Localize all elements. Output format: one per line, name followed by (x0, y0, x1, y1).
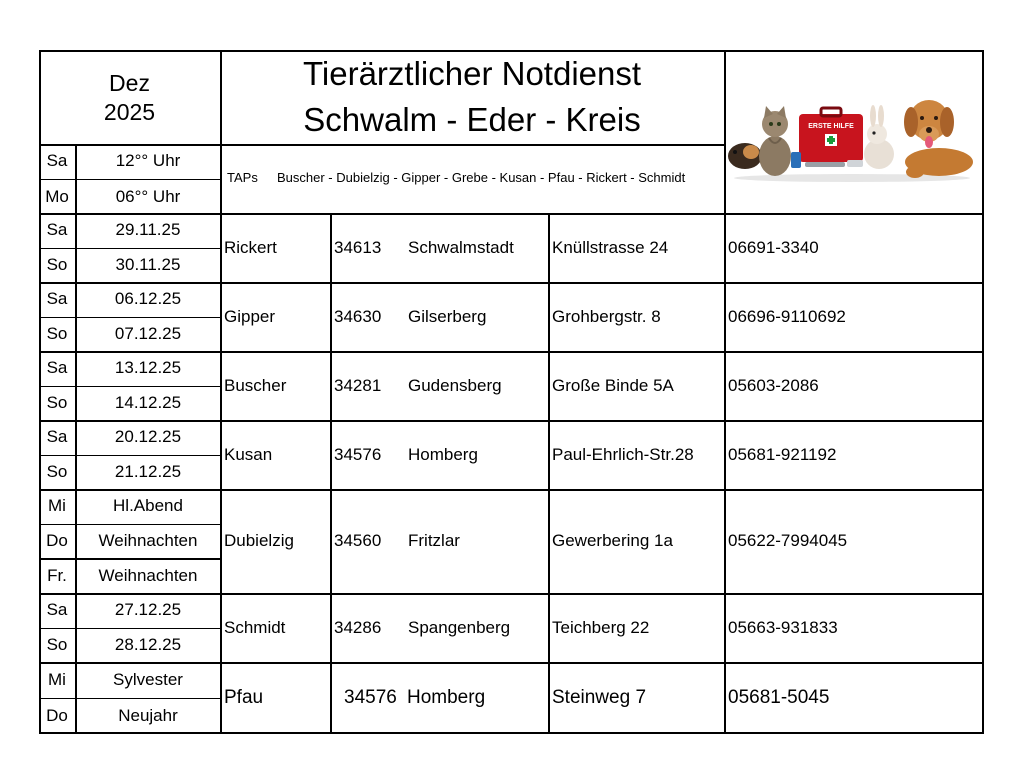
postal-code: 34576 (344, 687, 397, 708)
divider-hours (75, 179, 220, 180)
weekday-cell: Fr. (47, 565, 67, 585)
weekday-cell: So (46, 323, 68, 343)
city-name: Homberg (408, 444, 478, 464)
street-address: Steinweg 7 (552, 687, 647, 708)
street-address: Paul-Ehrlich-Str.28 (552, 444, 694, 464)
date-cell: Neujahr (118, 706, 178, 725)
weekday-cell: Sa (46, 427, 68, 447)
postal-code: 34630 (334, 306, 382, 326)
city-name: Fritzlar (408, 531, 460, 550)
postal-code: 34281 (334, 375, 382, 395)
weekday-cell: So (46, 254, 68, 274)
date-cell: Weihnachten (98, 565, 198, 585)
divider-month (220, 50, 222, 734)
vet-name: Schmidt (224, 617, 286, 637)
row-divider (39, 593, 984, 595)
weekday-cell: Sa (46, 358, 68, 378)
phone-number: 05663-931833 (728, 617, 838, 637)
weekday-cell: Do (46, 706, 68, 725)
street-address: Grohbergstr. 8 (552, 306, 661, 326)
city-name: Gilserberg (408, 306, 487, 326)
first-aid-kit-icon (791, 108, 863, 168)
weekday-cell: Sa (46, 600, 68, 620)
divider-image (724, 50, 726, 734)
divider-header (39, 144, 220, 146)
cat-icon (759, 106, 791, 176)
divider-hours-left (39, 179, 75, 180)
date-cell: 20.12.25 (114, 427, 182, 447)
postal-code: 34286 (334, 617, 382, 637)
divider-vet (330, 213, 332, 734)
taps-label: TAPs (227, 170, 258, 185)
date-cell: 21.12.25 (114, 461, 182, 481)
weekday-cell: So (46, 392, 68, 412)
vet-name: Dubielzig (224, 531, 294, 550)
day-divider (39, 317, 220, 318)
weekday-cell: So (46, 461, 68, 481)
weekday-cell: Sa (46, 220, 68, 240)
dog-icon (904, 100, 973, 178)
day-divider (39, 386, 220, 387)
row-divider (39, 489, 984, 491)
day-divider (39, 698, 220, 699)
date-cell: 29.11.25 (115, 220, 181, 240)
header-year: 2025 (103, 99, 156, 125)
hours-day-end: Mo (45, 187, 69, 206)
street-address: Große Binde 5A (552, 375, 674, 395)
date-cell: 28.12.25 (114, 634, 182, 654)
vet-name: Kusan (224, 444, 273, 464)
day-divider (39, 524, 220, 526)
day-divider (39, 248, 220, 249)
postal-code: 34576 (334, 444, 382, 464)
weekday-cell: Sa (46, 289, 68, 309)
page-title: Tierärztlicher Notdienst (302, 55, 642, 92)
phone-number: 05622-7994045 (728, 531, 848, 550)
date-cell: 07.12.25 (114, 323, 182, 343)
phone-number: 05681-921192 (728, 444, 837, 464)
weekday-cell: Mi (48, 670, 66, 689)
row-divider (39, 282, 984, 284)
divider-title (220, 144, 724, 146)
date-cell: 06.12.25 (114, 289, 182, 309)
divider-day-col (75, 144, 77, 734)
postal-code: 34613 (334, 237, 382, 257)
rabbit-icon (864, 105, 894, 169)
street-address: Knüllstrasse 24 (552, 237, 669, 257)
date-cell: Sylvester (113, 670, 183, 689)
city-name: Homberg (407, 687, 486, 708)
date-cell: 13.12.25 (114, 358, 182, 378)
divider-plz (548, 213, 550, 734)
notdienst-table (39, 50, 984, 734)
phone-number: 06696-9110692 (728, 306, 846, 326)
hours-time-start: 12°° Uhr (115, 151, 181, 170)
city-name: Spangenberg (408, 617, 511, 637)
pets-first-aid-illustration (727, 78, 977, 182)
hours-time-end: 06°° Uhr (115, 187, 181, 206)
date-cell: Hl.Abend (113, 496, 183, 516)
street-address: Gewerbering 1a (552, 531, 673, 550)
row-divider (39, 213, 984, 215)
phone-number: 05603-2086 (728, 375, 819, 395)
day-divider (39, 455, 220, 456)
vet-name: Pfau (224, 687, 264, 708)
street-address: Teichberg 22 (552, 617, 650, 637)
border-right (982, 50, 984, 734)
date-cell: 27.12.25 (114, 600, 182, 620)
border-left (39, 50, 41, 734)
phone-number: 05681-5045 (728, 687, 830, 708)
weekday-cell: Mi (48, 496, 66, 516)
weekday-cell: So (46, 634, 68, 654)
row-divider (39, 662, 984, 664)
row-divider (39, 351, 984, 353)
date-cell: 30.11.25 (115, 254, 181, 274)
date-cell: Weihnachten (98, 531, 198, 550)
header-month: Dez (109, 70, 150, 96)
date-cell: 14.12.25 (114, 392, 182, 412)
row-divider (39, 420, 984, 422)
city-name: Gudensberg (408, 375, 502, 395)
day-divider (39, 628, 220, 629)
vet-name: Gipper (224, 306, 276, 326)
phone-number: 06691-3340 (728, 237, 819, 257)
city-name: Schwalmstadt (408, 237, 514, 257)
taps-names: Buscher - Dubielzig - Gipper - Grebe - Kusan - Pfau - Rickert - Schmidt (277, 170, 686, 185)
kit-label: ERSTE HILFE (808, 123, 854, 130)
hours-day-start: Sa (46, 151, 68, 170)
border-top (39, 50, 984, 52)
day-divider (39, 558, 220, 560)
page-subtitle: Schwalm - Eder - Kreis (303, 101, 641, 138)
border-bottom (39, 732, 984, 734)
guinea-pig-icon (728, 143, 762, 169)
vet-name: Rickert (224, 237, 277, 257)
weekday-cell: Do (46, 531, 68, 550)
postal-code: 34560 (334, 531, 382, 550)
vet-name: Buscher (224, 375, 287, 395)
